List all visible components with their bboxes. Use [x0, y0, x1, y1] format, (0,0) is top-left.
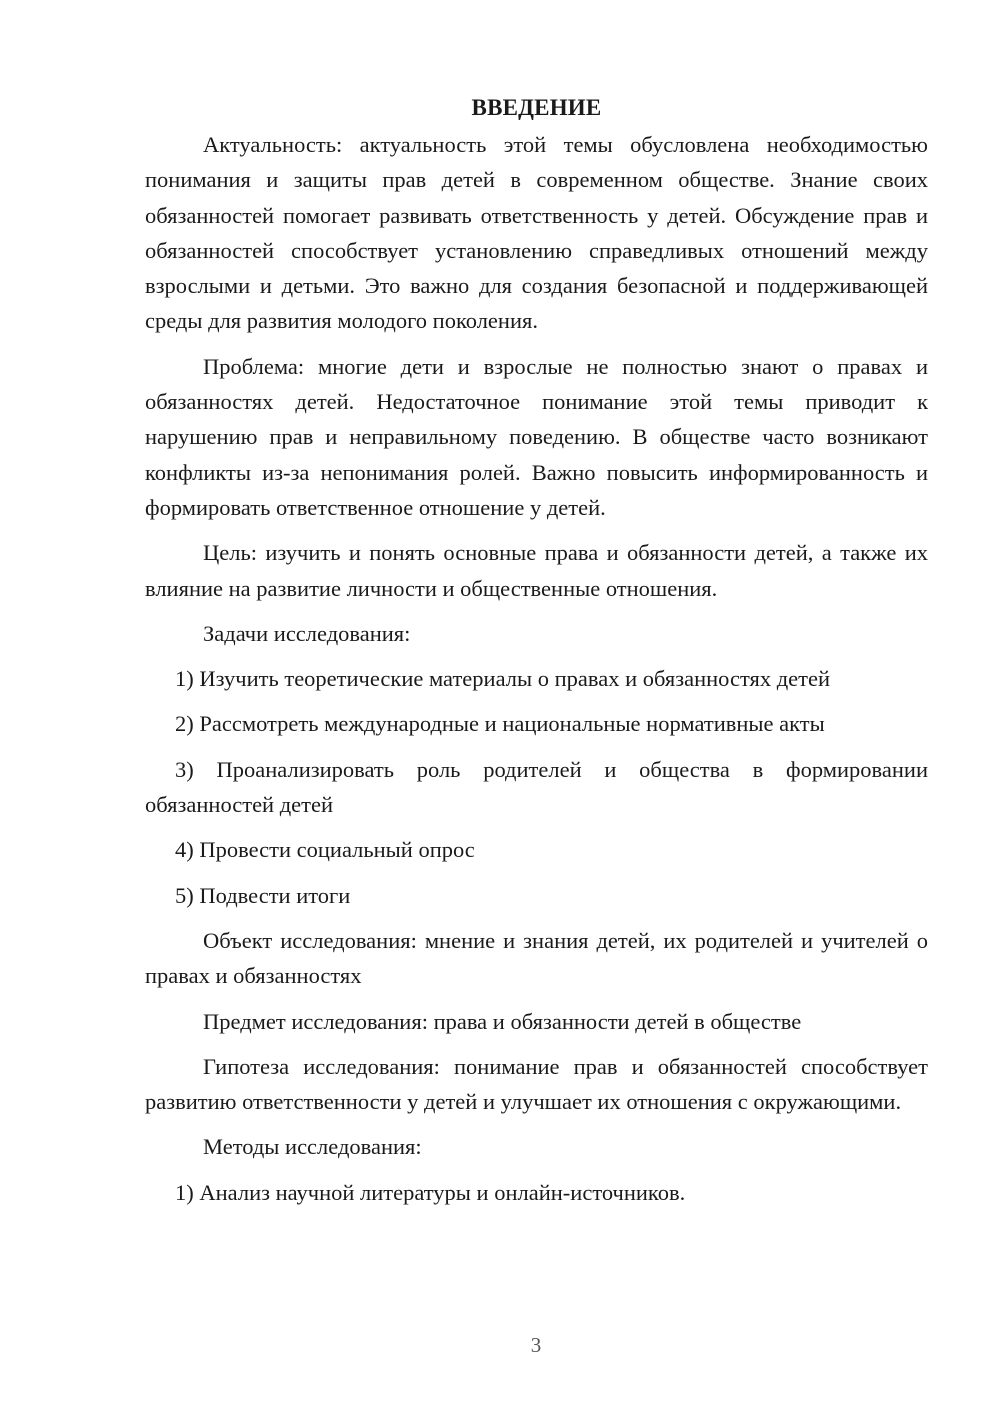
problem-paragraph: Проблема: многие дети и взрослые не полностью знают о правах и обязанностях детей. Недостаточное понимание этой темы приводит к нарушению прав и неправильному поведению. В обществе часто возникают конфликты из-за непонимания ролей. Важно повысить информированность и формировать ответственное отношение у детей. — [145, 353, 928, 520]
tasks-heading: Задачи исследования: — [203, 620, 411, 646]
task-item: 4) Провести социальный опрос — [175, 837, 475, 863]
task-item: 5) Подвести итоги — [175, 882, 351, 908]
document-page — [145, 90, 928, 1220]
object-paragraph: Объект исследования: мнение и знания детей, их родителей и учителей о правах и обязанностях — [145, 927, 928, 989]
relevance-paragraph: Актуальность: актуальность этой темы обусловлена необходимостью понимания и защиты прав детей в современном обществе. Знание своих обязанностей помогает развивать ответственность у детей. Обсуждение прав и обязанностей способствует установлению справедливых отношений между взрослыми и детьми. Это важно для создания безопасной и поддерживающей среды для развития молодого поколения. — [145, 132, 928, 334]
subject-paragraph: Предмет исследования: права и обязанности детей в обществе — [203, 1008, 802, 1034]
task-item: 2) Рассмотреть международные и национальные нормативные акты — [175, 711, 825, 737]
method-item: 1) Анализ научной литературы и онлайн-источников. — [175, 1179, 686, 1205]
hypothesis-paragraph: Гипотеза исследования: понимание прав и обязанностей способствует развитию ответственности у детей и улучшает их отношения с окружающими. — [145, 1053, 928, 1115]
page-number: 3 — [530, 1333, 542, 1357]
goal-paragraph: Цель: изучить и понять основные права и обязанности детей, а также их влияние на развитие личности и общественные отношения. — [145, 540, 928, 601]
task-item: 1) Изучить теоретические материалы о правах и обязанностях детей — [175, 666, 831, 692]
methods-heading: Методы исследования: — [203, 1134, 422, 1160]
task-item: 3) Проанализировать роль родителей и общества в формировании обязанностей детей — [145, 756, 928, 818]
page-title: ВВЕДЕНИЕ — [471, 95, 602, 120]
